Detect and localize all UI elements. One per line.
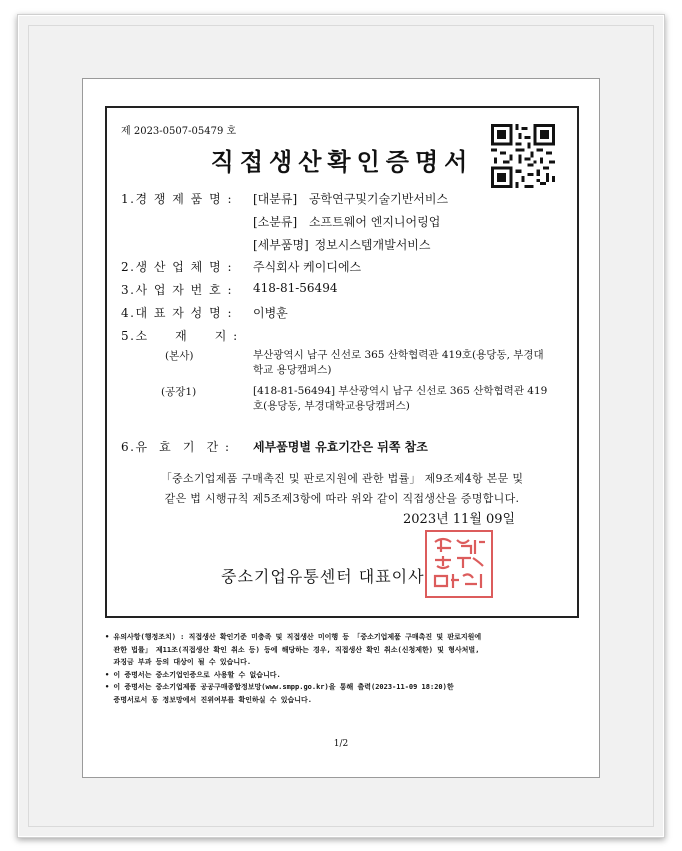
ceo-label: 4.대 표 자 성 명 : — [121, 306, 234, 320]
minor-category-tag: [소분류] — [253, 215, 298, 229]
validity-value: 세부품명별 유효기간은 뒤쪽 참조 — [253, 440, 428, 454]
issue-date: 2023년 11월 09일 — [403, 512, 516, 527]
product-detail-item — [253, 236, 430, 253]
registration-number: 제 2023-0507-05479 호 — [121, 126, 237, 137]
note-line: • 이 증명서는 중소기업인증으로 사용할 수 없습니다. — [105, 670, 281, 679]
factory-address — [253, 384, 547, 414]
detail-item-value: 정보시스템개발서비스 — [314, 238, 431, 252]
declaration-line2: 같은 법 시행규칙 제5조제3항에 따라 위와 같이 직접생산을 증명합니다. — [164, 492, 520, 505]
note-line: 과징금 부과 등의 대상이 될 수 있습니다. — [105, 658, 252, 666]
hq-address-line2: 학교 용당캠퍼스) — [253, 364, 332, 376]
factory-address-line1: [418-81-56494] 부산광역시 남구 신선로 365 산학협력관 419 — [253, 385, 548, 397]
page-number: 1/2 — [333, 739, 349, 749]
minor-category-value: 소프트웨어 엔지니어링업 — [308, 215, 441, 229]
official-seal-icon — [425, 530, 493, 598]
hq-address-line1: 부산광역시 남구 신선로 365 산학협력관 419호(용당동, 부경대 — [253, 349, 544, 361]
factory-address-line2: 호(용당동, 부경대학교용당캠퍼스) — [253, 400, 410, 412]
document-title: 직접생산확인증명서 — [210, 147, 474, 176]
validity-label: 6.유 효 기 간 : — [121, 440, 231, 454]
business-number-label: 3.사 업 자 번 호 : — [121, 283, 234, 297]
hq-address — [253, 348, 544, 378]
notes-section — [105, 631, 579, 706]
hq-tag: (본사) — [165, 350, 194, 362]
note-line: 관한 법률」 제11조(직접생산 확인 취소 등) 등에 해당하는 경우, 직접생산 확인 취소(신청제한) 및 형사처벌, — [105, 645, 480, 654]
issuer-name: 중소기업유통센터 대표이사 — [221, 567, 425, 586]
ceo-value: 이병훈 — [253, 306, 288, 320]
business-number-value: 418-81-56494 — [253, 281, 338, 295]
note-line: • 이 증명서는 중소기업제품 공공구매종합정보망(www.smpp.go.kr)을 통해 출력(2023-11-09 18:20)한 — [105, 683, 454, 691]
major-category-value: 공학연구및기술기반서비스 — [308, 192, 449, 206]
factory-tag: (공장1) — [161, 386, 197, 398]
detail-item-tag: [세부품명] — [253, 238, 309, 252]
location-label: 5.소 재 지 : — [121, 329, 239, 343]
product-minor-category — [253, 213, 440, 230]
product-label: 1.경 쟁 제 품 명 : — [121, 192, 234, 206]
company-label: 2.생 산 업 체 명 : — [121, 260, 234, 274]
note-line: 증명서로서 동 정보망에서 진위여부를 확인하실 수 있습니다. — [105, 695, 312, 704]
major-category-tag: [대분류] — [253, 192, 298, 206]
company-value: 주식회사 케이디에스 — [253, 260, 362, 274]
declaration-line1: 「중소기업제품 구매촉진 및 판로지원에 관한 법률」 제9조제4항 본문 및 — [160, 472, 524, 485]
product-major-category — [253, 190, 448, 207]
certificate-border — [105, 106, 579, 618]
certificate-page — [82, 78, 600, 778]
note-line: • 유의사항(행정조치) : 직접생산 확인기준 미충족 및 직접생산 미이행 등 「중소기업제품 구매촉진 및 판로지원에 — [105, 633, 482, 641]
